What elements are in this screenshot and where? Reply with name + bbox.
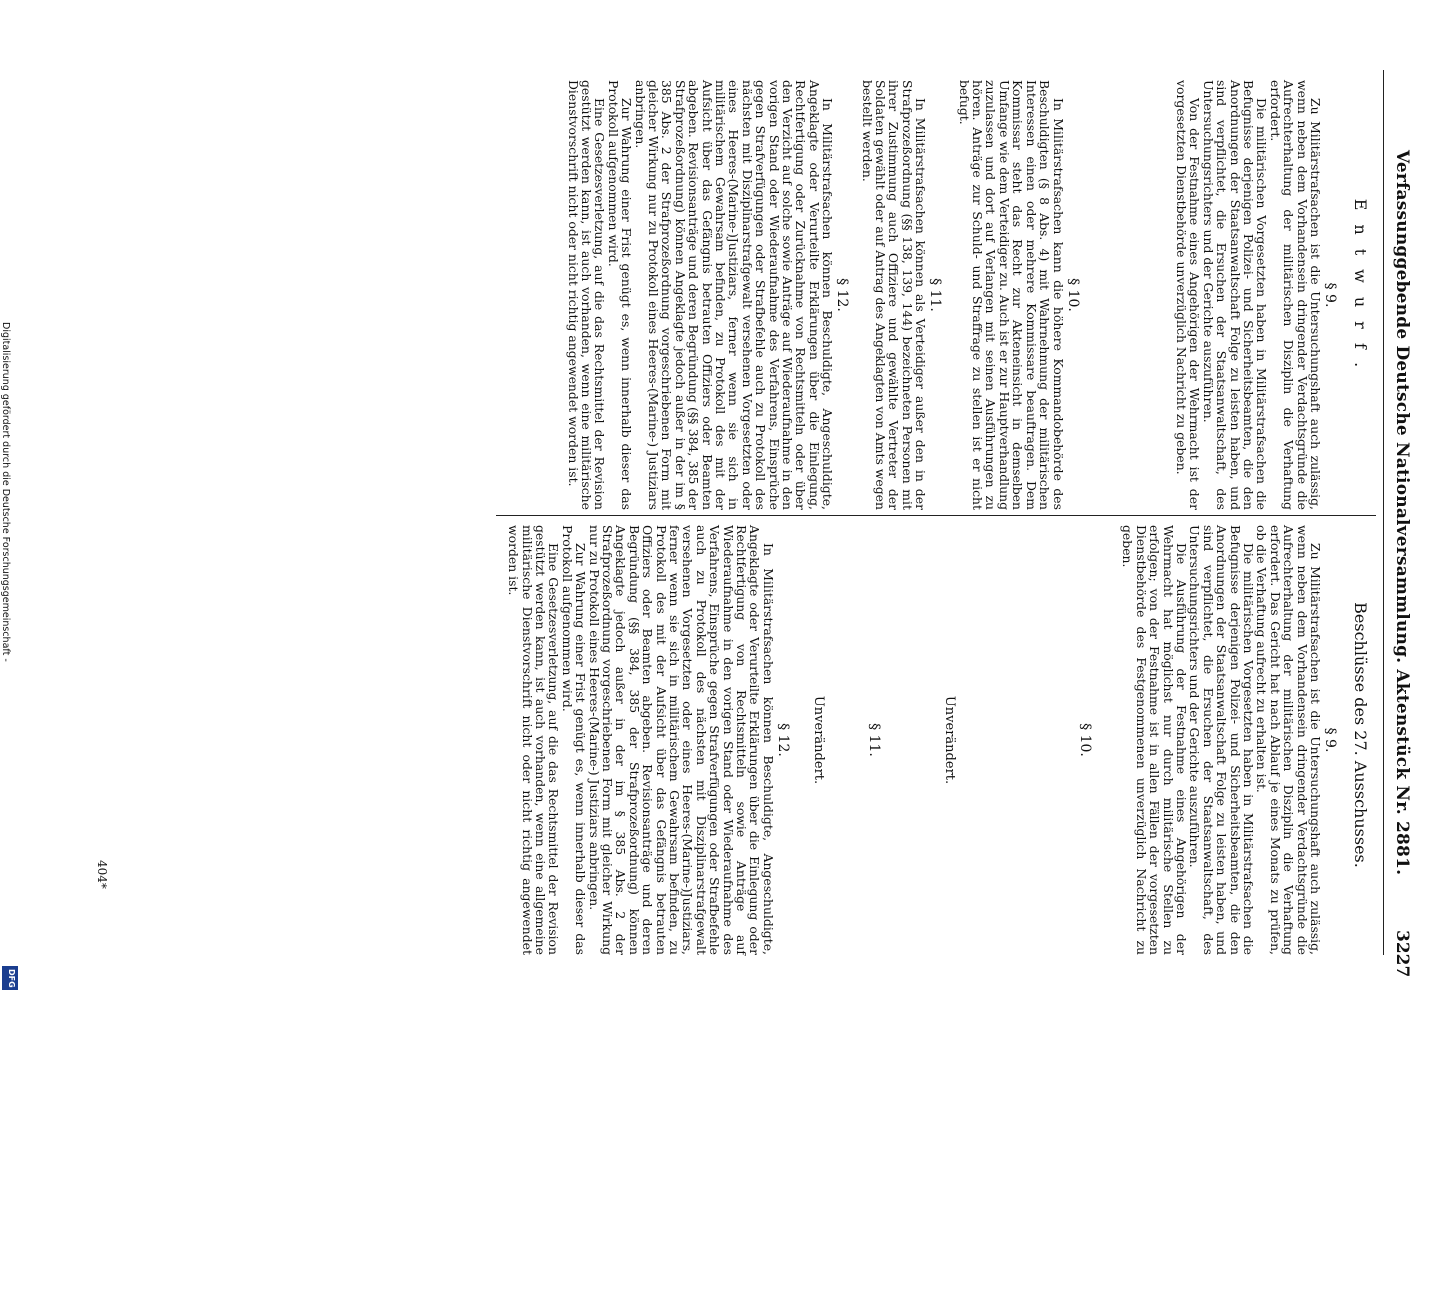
paragraph: In Militärstrafsachen können Beschuldigte, Angeschuldigte, Angeklagte oder Verurteilte Erklärungen über die Einlegung, Rechtfertigung oder Zurücknahme von Rechtsmitteln oder über den Verzicht auf solche sowie Anträge auf Wiederaufnahme in den vorigen Stand oder Wiederaufnahme des Verfahrens, Einsprüche gegen Strafverfügungen oder Strafbefehle auch zu Protokoll des nächsten mit Disziplinarstrafgewalt versehenen Vorgesetzten oder eines Heeres-(Marine-)Justiziars, ferner wenn sie sich in militärischem Gewahrsam befinden, zu Protokoll des mit der Aufsicht über das Gefängnis betrauten Offiziers oder Beamten abgeben. Revisionsanträge und deren Begründung (§§ 384, 385 der Strafprozeßordnung) können Angeklagte jedoch außer in der im § 385 Abs. 2 der Strafprozeßordnung vorgeschriebenen Form mit gleicher Wirkung nur zu Protokoll eines Heeres-(Marine-) Justiziars anbringen. <box>632 80 836 510</box>
paragraph: Zu Militärstrafsachen ist die Untersuchungshaft auch zulässig, wenn neben dem Vorhandensein dringender Verdachtsgründe die Aufrechterhaltung der militärischen Disziplin die Verhaftung erfordert. <box>1267 80 1323 510</box>
page-number: 3227 <box>1392 930 1412 978</box>
running-header: Verfassunggebende Deutsche Nationalversammlung. Aktenstück Nr. 2881. <box>1392 150 1412 876</box>
section-number: § 9. <box>1322 282 1338 308</box>
right-column <box>507 525 1338 955</box>
column-divider <box>496 515 1376 516</box>
section-number: § 11. <box>865 723 882 757</box>
paragraph: Die militärischen Vorgesetzten haben in Militärstrafsachen die Befugnisse derjenigen Polizei- und Sicherheitsbeamten, die den Anordnungen der Staatsanwaltschaft Folge zu leisten haben, und sind verpflichtet, die Ersuchen der Staatsanwaltschaft, des Untersuchungsrichters und der Gerichte auszuführen. <box>1200 80 1270 510</box>
paragraph: Die militärischen Vorgesetzten haben in Militärstrafsachen die Befugnisse derjenigen Polizei- und Sicherheitsbeamten, die den Anordnungen der Staatsanwaltschaft Folge zu leisten haben, und sind verpflichtet, die Ersuchen der Staatsanwaltschaft, des Untersuchungsrichters und der Gerichte auszuführen. <box>1187 525 1256 955</box>
digitization-note: Digitalisierung gefördert durch die Deutsche Forschungsgemeinschaft - <box>0 322 11 662</box>
paragraph: In Militärstrafsachen können als Verteidiger außer den in der Strafprozeßordnung (§§ 138, 139, 144) bezeichneten Personen mit ihrer Zustimmung auch Offiziere und gewählte Vertreter der Soldaten gewählt oder auf Antrag des Angeklagten von Amts wegen bestellt werden. <box>859 80 929 510</box>
dfg-logo: DFG <box>2 966 18 990</box>
section-number: § 10. <box>1076 723 1093 757</box>
section-number: § 9. <box>1322 727 1338 753</box>
paragraph: Von der Festnahme eines Angehörigen der Wehrmacht ist der vorgesetzten Dienstbehörde unverzüglich Nachricht zu geben. <box>1173 80 1203 510</box>
section-number: § 11. <box>927 278 944 312</box>
paragraph: Zur Wahrung einer Frist genügt es, wenn innerhalb dieser das Protokoll aufgenommen wird. <box>559 525 589 955</box>
page-footer-number: 404* <box>95 860 109 889</box>
section-number: § 12. <box>834 278 851 312</box>
paragraph: In Militärstrafsachen können Beschuldigte, Angeschuldigte, Angeklagte oder Verurteilte Erklärungen über die Einlegung oder Rechtfertigung von Rechtsmitteln sowie Anträge auf Wiederaufnahme in den vorigen Stand oder Wiederaufnahme des Verfahrens, Einsprüche gegen Strafverfügungen oder Strafbefehle auch zu Protokoll des nächsten mit Disziplinarstrafgewalt versehenen Vorgesetzten oder eines Heeres-(Marine-)Justiziars, ferner wenn sie sich in militärischem Gewahrsam befinden, zu Protokoll des mit der Aufsicht über das Gefängnis betrauten Offiziers oder Beamten abgeben. Revisionsanträge und deren Begründung (§§ 384, 385 der Strafprozeßordnung) können Angeklagte jedoch außer in der im § 385 Abs. 2 der Strafprozeßordnung vorgeschriebenen Form mit gleicher Wirkung nur zu Protokoll eines Heeres-(Marine-) Justiziars anbringen. <box>586 525 776 955</box>
section-number: § 10. <box>1064 278 1081 312</box>
paragraph: In Militärstrafsachen kann die höhere Kommandobehörde des Beschuldigten (§ 8 Abs. 4) mit Wahrnehmung der militärischen Interessen einen oder mehrere Kommissare beauftragen. Dem Kommissar steht das Recht zur Akteneinsicht in demselben Umfange wie dem Verteidiger zu. Auch ist er zur Hauptverhandlung zuzulassen und dort auf Verlangen mit seinen Ausführungen zu hören. Anträge zur Schuld- und Straffrage zu stellen ist er nicht befugt. <box>956 80 1066 510</box>
paragraph: Zu Militärstrafsachen ist die Untersuchungshaft auch zulässig, wenn neben dem Vorhandensein dringender Verdachtsgründe die Aufrechterhaltung der militärischen Disziplin die Verhaftung erfordert. Das Gericht hat nach Ablauf je eines Monats zu prüfen, ob die Verhaftung aufrecht zu erhalten ist. <box>1254 525 1323 955</box>
left-column <box>566 80 1338 510</box>
section-number: § 12. <box>774 723 791 757</box>
header-rule <box>1383 70 1384 955</box>
paragraph: Die Ausführung der Festnahme eines Angehörigen der Wehrmacht hat möglichst nur durch militärische Stellen zu erfolgen; von der Festnahme ist in allen Fällen der vorgesetzten Dienstbehörde des Festgenommenen unverzüglich Nachricht zu geben. <box>1120 525 1189 955</box>
right-column-title: Beschlüsse des 27. Ausschusses. <box>1351 602 1370 868</box>
paragraph: Eine Gesetzesverletzung, auf die das Rechtsmittel der Revision gestützt werden kann, ist auch vorhanden, wenn eine allgemeine militärische Dienstvorschrift nicht oder nicht richtig angewendet worden ist. <box>506 525 562 955</box>
unchanged-note: Unverändert. <box>810 695 826 785</box>
paragraph: Eine Gesetzesverletzung, auf die das Rechtsmittel der Revision gestützt werden kann, ist auch vorhanden, wenn eine militärische Dienstvorschrift nicht oder nicht richtig angewendet worden ist. <box>565 80 608 510</box>
unchanged-note: Unverändert. <box>941 695 957 785</box>
paragraph: Zur Wahrung einer Frist genügt es, wenn innerhalb dieser das Protokoll aufgenommen wird. <box>605 80 635 510</box>
left-column-title: Entwurf. <box>1351 198 1370 382</box>
